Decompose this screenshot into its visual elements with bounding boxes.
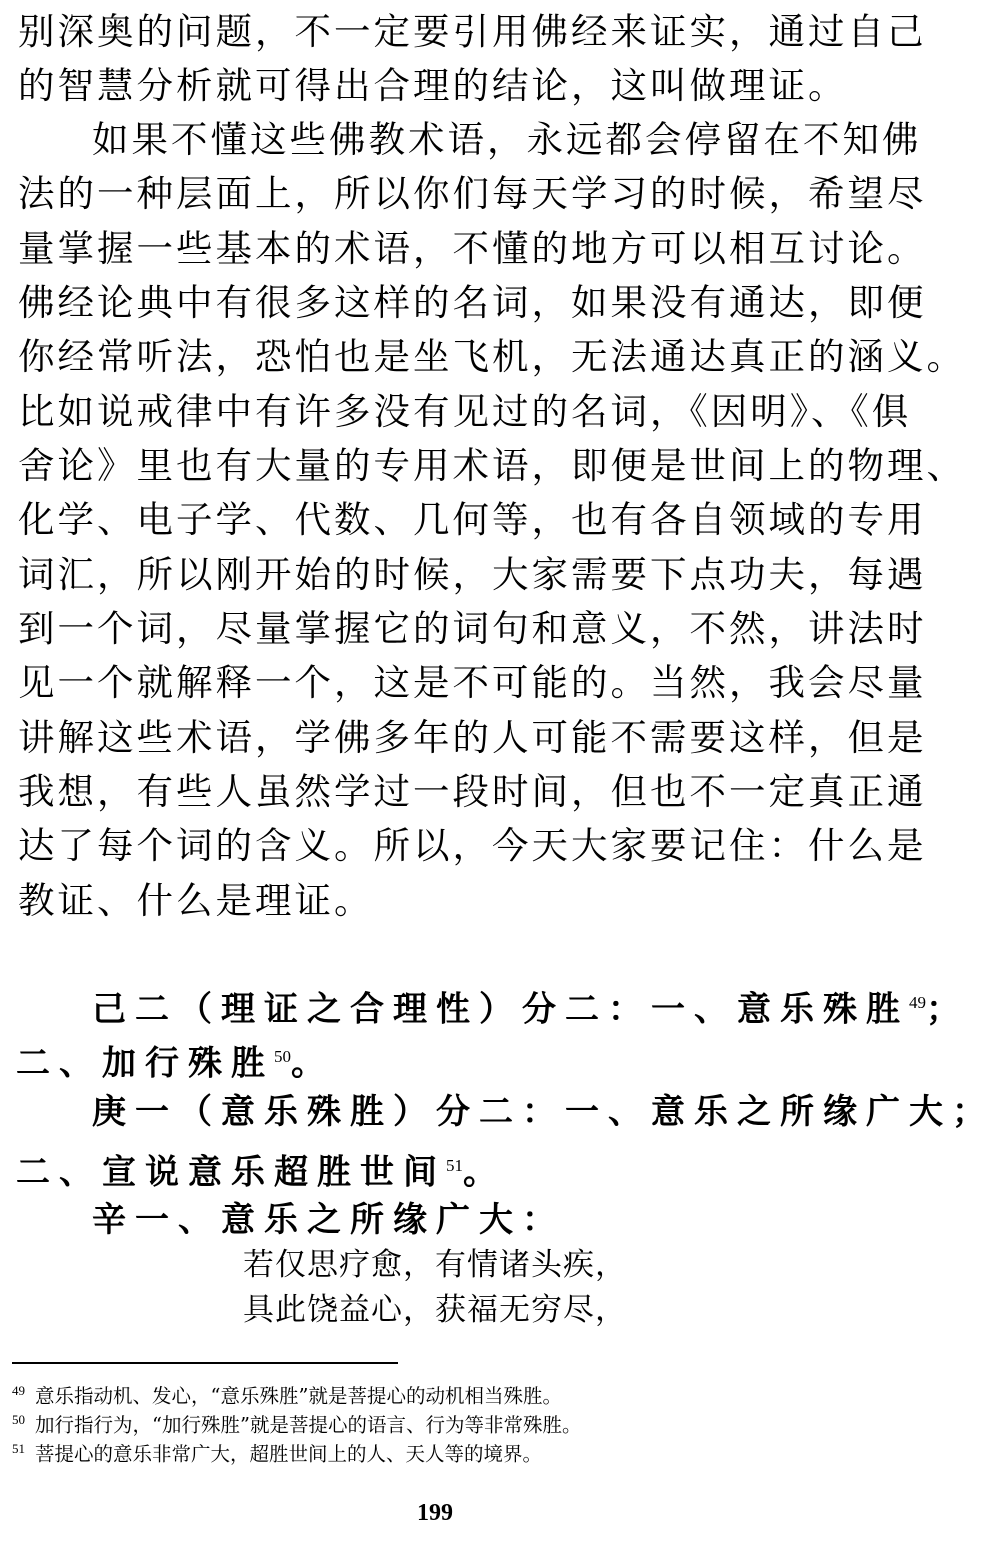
footnote-number: 50 [12, 1412, 25, 1427]
footnote-number: 49 [12, 1383, 25, 1398]
body-line: 的智慧分析就可得出合理的结论，这叫做理证。 [18, 64, 848, 107]
footnote-number: 51 [12, 1441, 25, 1456]
footnote-50 [12, 1406, 582, 1437]
body-line: 法的一种层面上，所以你们每天学习的时候，希望尽 [18, 172, 927, 215]
footnote-text: 菩提心的意乐非常广大，超胜世间上的人、天人等的境界。 [35, 1442, 543, 1466]
body-line: 教证、什么是理证。 [18, 879, 374, 922]
body-line: 我想，有些人虽然学过一段时间，但也不一定真正通 [18, 770, 927, 813]
heading-text: 庚一（意乐殊胜）分二：一、意乐之所缘广大； [92, 1092, 995, 1132]
body-line: 别深奥的问题，不一定要引用佛经来证实，通过自己 [18, 10, 927, 53]
verse-line: 具此饶益心，获福无穷尽， [243, 1292, 627, 1328]
heading-punct: 。 [291, 1043, 334, 1084]
body-line: 到一个词，尽量掌握它的词句和意义，不然，讲法时 [18, 607, 927, 650]
body-line: 讲解这些术语，学佛多年的人可能不需要这样，但是 [18, 716, 927, 759]
footnote-ref[interactable]: 50 [274, 1047, 291, 1066]
section-heading-xin-yi [92, 1193, 565, 1247]
body-line: 量掌握一些基本的术语，不懂的地方可以相互讨论。 [18, 227, 927, 270]
footnote-text: 意乐指动机、发心，“意乐殊胜”就是菩提心的动机相当殊胜。 [35, 1384, 562, 1408]
body-line: 舍论》里也有大量的专用术语，即便是世间上的物理、 [18, 444, 966, 487]
body-line: 词汇，所以刚开始的时候，大家需要下点功夫，每遇 [18, 553, 927, 596]
section-heading-ji-er [92, 976, 969, 1030]
section-heading-ji-er-cont [16, 1030, 334, 1084]
heading-punct: 。 [463, 1152, 506, 1193]
footnote-separator [12, 1362, 398, 1364]
section-heading-geng-yi [92, 1085, 995, 1139]
footnote-49 [12, 1377, 562, 1408]
heading-text: 二、宣说意乐超胜世间 [16, 1152, 446, 1193]
heading-punct: ； [926, 989, 969, 1030]
footnote-ref[interactable]: 49 [909, 993, 926, 1012]
heading-text: 己二（理证之合理性）分二：一、意乐殊胜 [92, 989, 909, 1030]
heading-text: 辛一、意乐之所缘广大： [92, 1200, 565, 1240]
footnote-text: 加行指行为，“加行殊胜”就是菩提心的语言、行为等非常殊胜。 [35, 1413, 582, 1437]
verse-line: 若仅思疗愈，有情诸头疾， [243, 1247, 627, 1283]
body-line: 如果不懂这些佛教术语，永远都会停留在不知佛 [92, 118, 922, 161]
section-heading-geng-yi-cont [16, 1139, 506, 1193]
body-line: 比如说戒律中有许多没有见过的名词，《因明》、《俱 [18, 390, 912, 433]
body-line: 见一个就解释一个，这是不可能的。当然，我会尽量 [18, 661, 927, 704]
page-number: 199 [417, 1500, 453, 1526]
heading-text: 二、加行殊胜 [16, 1043, 274, 1084]
footnote-51 [12, 1435, 543, 1466]
body-line: 你经常听法，恐怕也是坐飞机，无法通达真正的涵义。 [18, 335, 966, 378]
body-line: 佛经论典中有很多这样的名词，如果没有通达，即便 [18, 281, 927, 324]
body-line: 化学、电子学、代数、几何等，也有各自领域的专用 [18, 498, 927, 541]
body-line: 达了每个词的含义。所以，今天大家要记住：什么是 [18, 824, 927, 867]
footnote-ref[interactable]: 51 [446, 1156, 463, 1175]
